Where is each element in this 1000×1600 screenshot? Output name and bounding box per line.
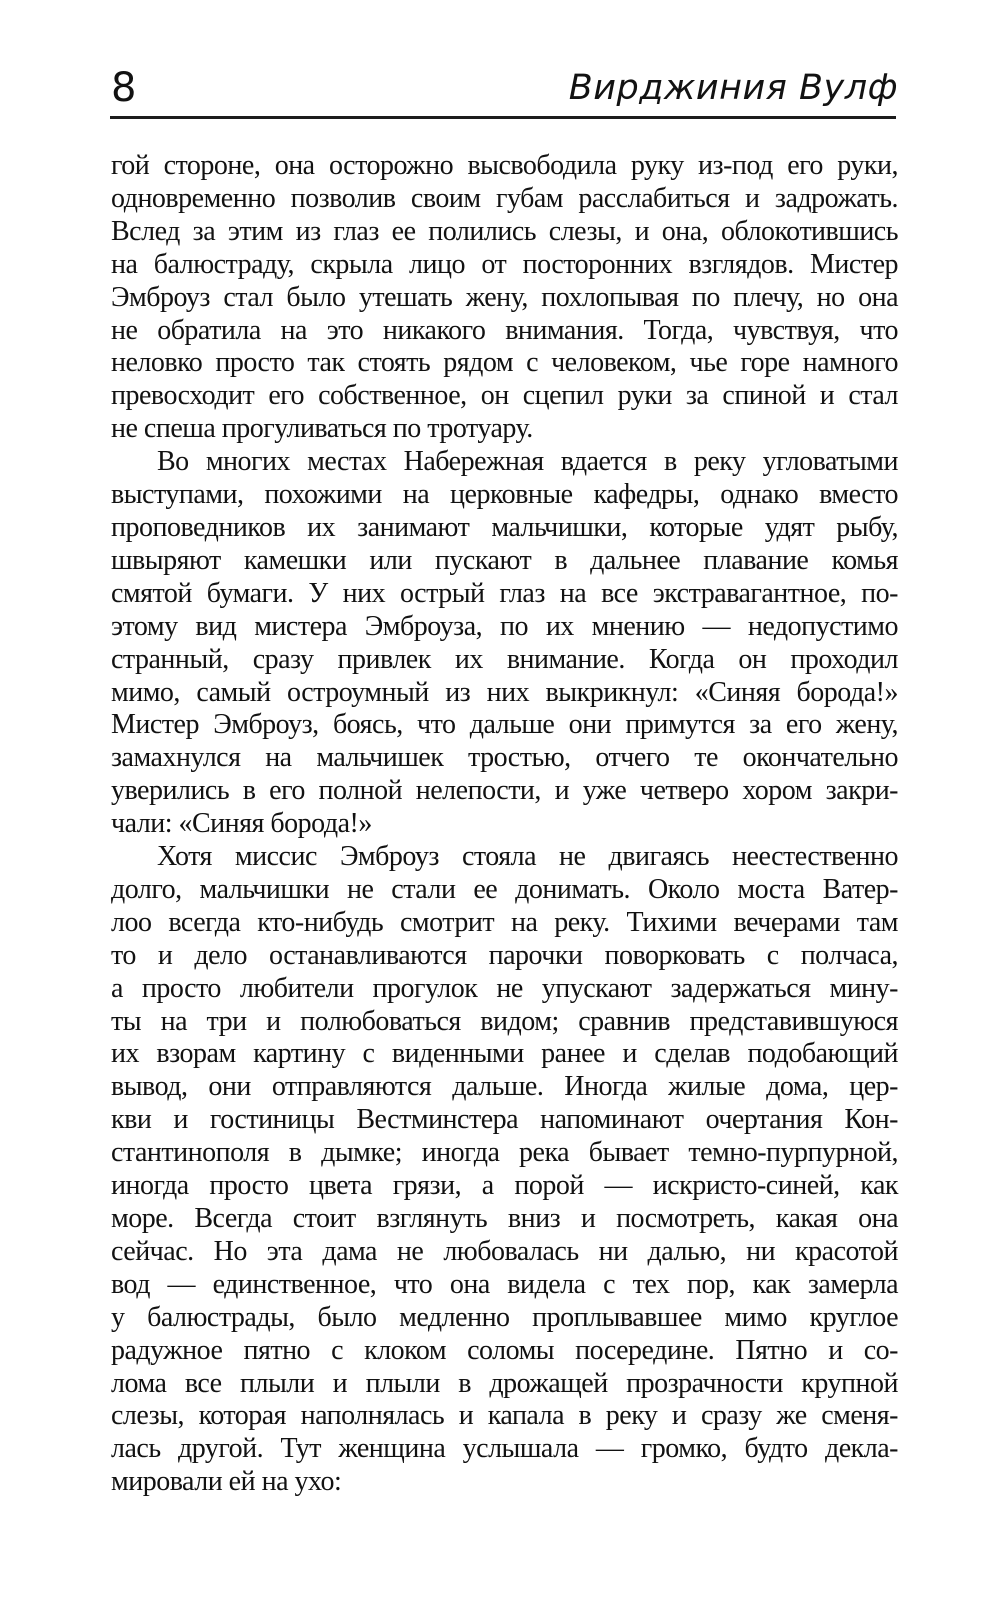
paragraph [111, 446, 898, 841]
text-line: а просто любители прогулок не упускают задержаться мину- [111, 972, 898, 1004]
text-line: лоо всегда кто-нибудь смотрит на реку. Тихими вечерами там [111, 906, 898, 938]
text-line: вывод, они отправляются дальше. Иногда жилые дома, цер- [111, 1071, 898, 1103]
text-line: неловко просто так стоять рядом с человеком, чье горе намного [111, 347, 898, 379]
text-line: сейчас. Но эта дама не любовалась ни далью, ни красотой [111, 1235, 898, 1267]
running-title: Вирджиния Вулф [568, 68, 898, 108]
text-line: Вслед за этим из глаз ее полились слезы, и она, облокотившись [111, 215, 898, 247]
running-header [111, 65, 898, 111]
text-line: стантинополя в дымке; иногда река бывает темно-пурпурной, [111, 1137, 898, 1169]
text-line: гой стороне, она осторожно высвободила руку из-под его руки, [111, 150, 898, 181]
text-line: выступами, похожими на церковные кафедры, однако вместо [111, 479, 898, 511]
text-line: одновременно позволив своим губам расслабиться и задрожать. [111, 182, 898, 214]
text-line: этому вид мистера Эмброуза, по их мнению — недопустимо [111, 610, 898, 642]
text-line: странный, сразу привлек их внимание. Когда он проходил [111, 643, 898, 675]
text-line: замахнулся на мальчишек тростью, отчего те окончательно [111, 742, 898, 774]
text-line: Хотя миссис Эмброуз стояла не двигаясь неестественно [157, 841, 898, 873]
text-line: вод — единственное, что она видела с тех пор, как замерла [111, 1268, 898, 1300]
text-line: долго, мальчишки не стали ее донимать. Около моста Ватер- [111, 873, 898, 905]
text-line: смятой бумаги. У них острый глаз на все экстравагантное, по- [111, 577, 898, 609]
text-line: их взорам картину с виденными ранее и сделав подобающий [111, 1038, 898, 1070]
text-line: Эмброуз стал было утешать жену, похлопывая по плечу, но она [111, 281, 898, 313]
text-line: на балюстраду, скрыла лицо от посторонних взглядов. Мистер [111, 248, 898, 280]
text-line: лась другой. Тут женщина услышала — громко, будто декла- [111, 1433, 898, 1465]
text-line: чали: «Синяя борода!» [111, 808, 372, 840]
text-line: не обратила на это никакого внимания. Тогда, чувствуя, что [111, 314, 898, 346]
paragraph [111, 150, 898, 446]
text-line: уверились в его полной нелепости, и уже четверо хором закри- [111, 775, 898, 807]
paragraph [111, 841, 898, 1499]
text-line: мимо, самый остроумный из них выкрикнул: «Синяя борода!» [111, 676, 898, 708]
body-text [111, 150, 898, 1499]
text-line: слезы, которая наполнялась и капала в реку и сразу же сменя- [111, 1400, 898, 1432]
text-line: кви и гостиницы Вестминстера напоминают очертания Кон- [111, 1104, 898, 1136]
text-line: превосходит его собственное, он сцепил руки за спиной и стал [111, 380, 898, 412]
text-line: проповедников их занимают мальчишки, которые удят рыбу, [111, 511, 898, 543]
text-line: швыряют камешки или пускают в дальнее плавание комья [111, 544, 898, 576]
header-rule [110, 116, 896, 119]
text-line: Во многих местах Набережная вдается в реку угловатыми [157, 446, 898, 478]
text-line: радужное пятно с клоком соломы посередине. Пятно и со- [111, 1334, 898, 1366]
text-line: мировали ей на ухо: [111, 1466, 342, 1498]
text-line: иногда просто цвета грязи, а порой — искристо-синей, как [111, 1170, 898, 1202]
page-number: 8 [111, 65, 137, 111]
text-line: Мистер Эмброуз, боясь, что дальше они примутся за его жену, [111, 709, 898, 741]
text-line: море. Всегда стоит взглянуть вниз и посмотреть, какая она [111, 1203, 898, 1234]
text-line: не спеша прогуливаться по тротуару. [111, 413, 533, 445]
text-line: у балюстрады, было медленно проплывавшее мимо круглое [111, 1301, 898, 1333]
text-line: ты на три и полюбоваться видом; сравнив представившуюся [111, 1005, 898, 1037]
text-line: то и дело останавливаются парочки поворковать с полчаса, [111, 939, 898, 971]
text-line: лома все плыли и плыли в дрожащей прозрачности крупной [111, 1367, 898, 1399]
